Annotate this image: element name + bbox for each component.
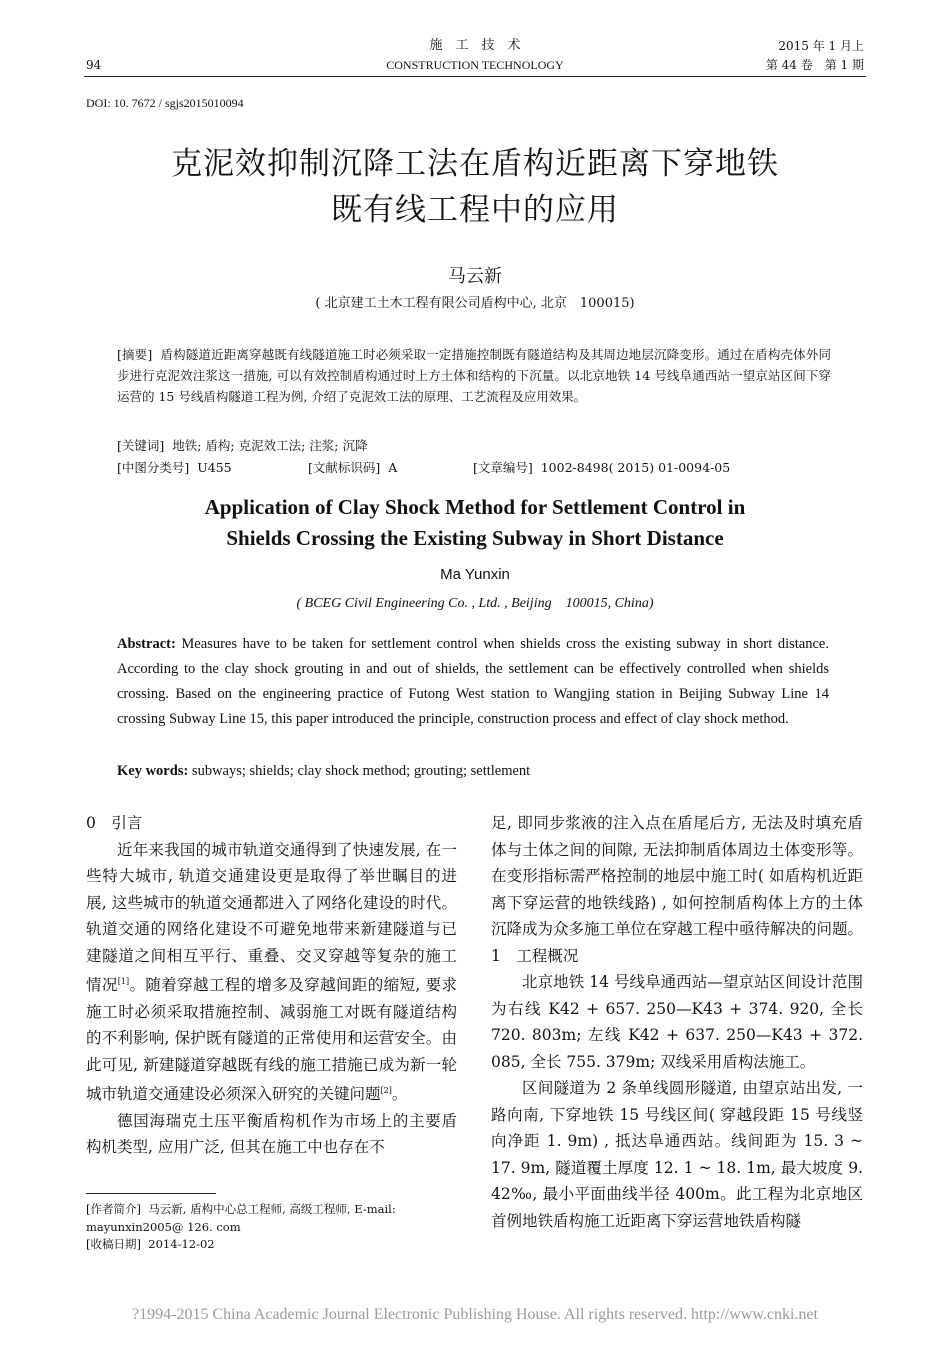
doi: DOI: 10. 7672 / sgjs2015010094 [86, 96, 244, 110]
copyright-footer: ?1994-2015 China Academic Journal Electronic Publishing House. All rights reserved. http://www.cnki.net [132, 1306, 818, 1323]
ref-2: [2] [380, 1086, 392, 1096]
keywords-cn-label: [关键词] [117, 438, 165, 453]
abstract-en-label: Abstract: [117, 636, 176, 652]
title-cn-line2: 既有线工程中的应用 [331, 192, 619, 228]
abstract-en-text: Measures have to be taken for settlement control when shields cross the existing subway in short distance. According to the clay shock grouting in and out of shields, the settlement can be effectively controlled when shields crossing. Based on the engineering practice of Futong West station to Wangjing station in Beijing Subway Line 14 crossing Subway Line 15, this paper introduced the principle, construction process and effect of clay shock method. [117, 636, 829, 727]
title-en-line1: Application of Clay Shock Method for Settlement Control in [204, 495, 746, 519]
affiliation-cn: ( 北京建工土木工程有限公司盾构中心, 北京 100015) [315, 296, 635, 311]
footnote-date-label: [收稿日期] [86, 1237, 141, 1251]
footnote-date [86, 1235, 457, 1253]
keywords-cn-text: 地铁; 盾构; 克泥效工法; 注浆; 沉降 [172, 438, 368, 453]
keywords-cn [117, 436, 367, 456]
article-label: [文章编号] [473, 460, 533, 475]
footnote-author [86, 1200, 457, 1236]
footnote-rule [86, 1193, 216, 1194]
page-number: 94 [86, 58, 102, 72]
article-value: 1002-8498( 2015) 01-0094-05 [540, 460, 731, 475]
article-code [473, 458, 730, 478]
right-column [491, 810, 863, 1234]
section-1-title: 1 工程概况 [491, 946, 579, 965]
clc-label: [中图分类号] [117, 460, 190, 475]
issue-date: 2015 年 1 月上 [778, 39, 864, 53]
clc-value: U455 [197, 460, 232, 475]
author-en: Ma Yunxin [440, 566, 510, 583]
abstract-en [117, 632, 829, 732]
clc-code [117, 458, 232, 478]
title-en-line2: Shields Crossing the Existing Subway in Short Distance [226, 526, 724, 550]
volume-issue: 第 44 卷 第 1 期 [765, 58, 864, 72]
doc-value: A [388, 460, 398, 475]
doc-code [308, 458, 397, 478]
keywords-en [117, 759, 829, 784]
left-column [86, 810, 457, 1161]
keywords-en-label: Key words: [117, 763, 189, 779]
section-0-title: 0 引言 [86, 814, 143, 832]
keywords-en-text: subways; shields; clay shock method; grouting; settlement [188, 763, 531, 779]
title-cn-line1: 克泥效抑制沉降工法在盾构近距离下穿地铁 [171, 146, 779, 182]
abstract-cn [117, 344, 831, 407]
paragraph-intro: 近年来我国的城市轨道交通得到了快速发展, 在一些特大城市, 轨道交通建设更是取得了举世瞩目的进展, 这些城市的轨道交通都进入了网络化建设的时代。轨道交通的网络化建设不可避免地带来新建隧道与已建隧道之间相互平行、重叠、交叉穿越等复杂的施工情况[1]。随着穿越工程的增多及穿越间距的缩短, 要求施工时必须采取措施控制、减弱施工对既有隧道结构的不利影响, 保护既有隧道的正常使用和运营安全。由此可见, 新建隧道穿越既有线的施工措施已成为新一轮城市轨道交通建设必须深入研究的关键问题[2]。 [86, 840, 457, 1104]
journal-name-en: CONSTRUCTION TECHNOLOGY [386, 58, 564, 72]
footnote-date-text: 2014-12-02 [148, 1237, 215, 1251]
author-cn: 马云新 [448, 266, 502, 287]
header-rule [84, 76, 866, 77]
abstract-cn-text: 盾构隧道近距离穿越既有线隧道施工时必须采取一定措施控制既有隧道结构及其周边地层沉降变形。通过在盾构壳体外同步进行克泥效注浆这一措施, 可以有效控制盾构通过时上方土体和结构的下沉量。以北京地铁 14 号线阜通西站一望京站区间下穿运营的 15 号线盾构隧道工程为例, 介绍了克泥效工法的原理、工艺流程及应用效果。 [117, 347, 831, 404]
doc-label: [文献标识码] [308, 460, 381, 475]
paragraph-tunnel-details: 区间隧道为 2 条单线圆形隧道, 由望京站出发, 一路向南, 下穿地铁 15 号线区间( 穿越段距 15 号线竖向净距 1. 9m) , 抵达阜通西站。线间距为 15. 3 ~ 17. 9m, 隧道覆土厚度 12. 1 ~ 18. 1m, 最大坡度 9. 42‰, 最小平面曲线半径 400m。此工程为北京地区首例地铁盾构施工近距离下穿运营地铁盾构隧 [491, 1079, 863, 1230]
footnote-author-text: 马云新, 盾构中心总工程师, 高级工程师, E-mail: mayunxin2005@ 126. com [86, 1202, 396, 1234]
paragraph-project-range: 北京地铁 14 号线阜通西站—望京站区间设计范围为右线 K42 + 657. 250—K43 + 374. 920, 全长 720. 803m; 左线 K42 + 637. 250—K43 + 372. 085, 全长 755. 379m; 双线采用盾构法施工。 [491, 973, 863, 1071]
footnote-author-label: [作者简介] [86, 1202, 141, 1216]
affiliation-en: ( BCEG Civil Engineering Co. , Ltd. , Beijing 100015, China) [296, 596, 654, 611]
abstract-cn-label: [摘要] [117, 347, 153, 362]
ref-1: [1] [117, 977, 130, 986]
paragraph-herrenknecht: 德国海瑞克土压平衡盾构机作为市场上的主要盾构机类型, 应用广泛, 但其在施工中也存在不 [86, 1111, 457, 1157]
paragraph-continued: 足, 即同步浆液的注入点在盾尾后方, 无法及时填充盾体与土体之间的间隙, 无法抑制盾体周边土体变形等。在变形指标需严格控制的地层中施工时( 如盾构机近距离下穿运营的地铁线路) , 如何控制盾构体上方的土体沉降成为众多施工单位在穿越工程中亟待解决的问题。 [491, 814, 864, 938]
journal-name-cn: 施 工 技 术 [429, 38, 521, 53]
